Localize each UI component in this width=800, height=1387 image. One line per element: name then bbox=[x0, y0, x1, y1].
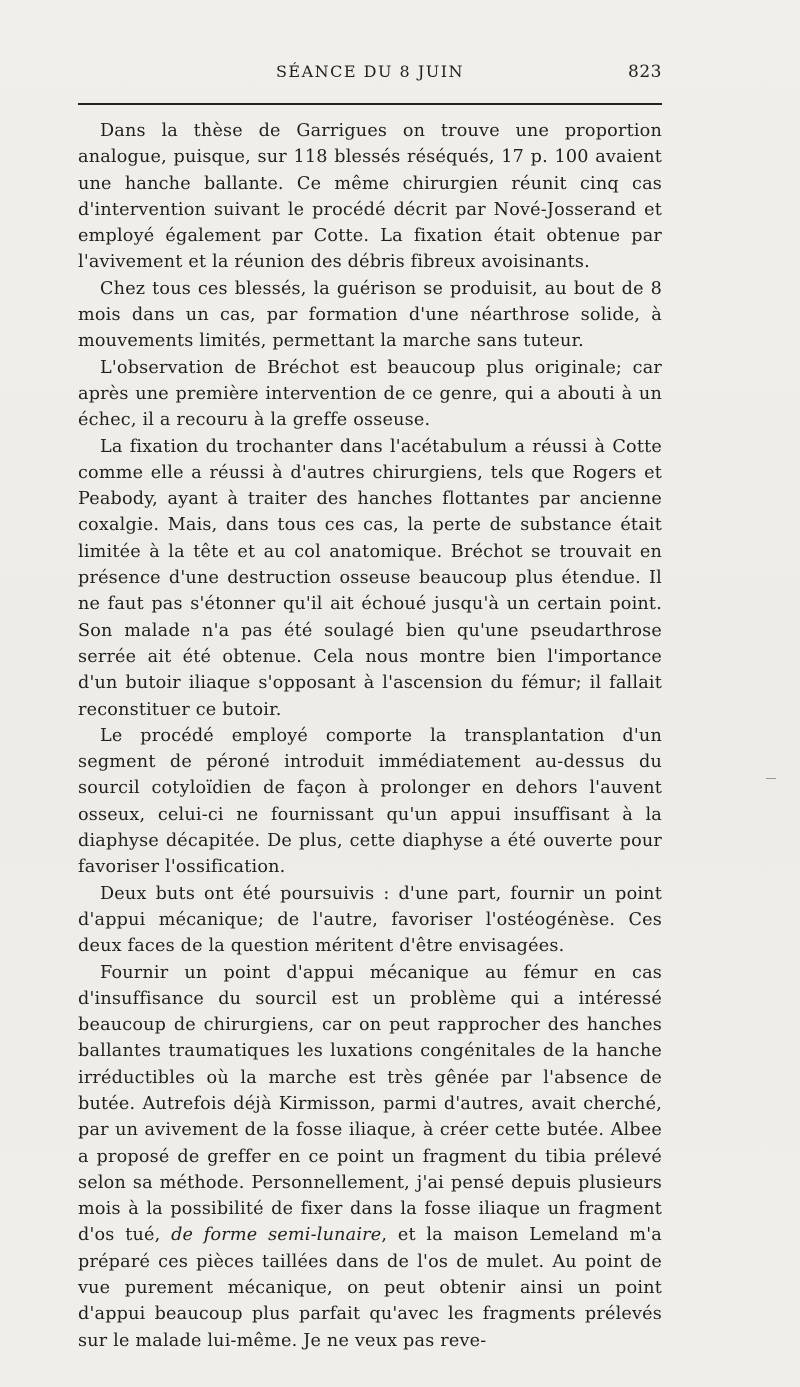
header-rule bbox=[78, 103, 662, 105]
paragraph-3: L'observation de Bréchot est beaucoup plus originale; car après une première intervention de ce genre, qui a abouti à un échec, il a recouru à la greffe osseuse. bbox=[78, 357, 662, 431]
margin-mark bbox=[766, 778, 776, 779]
running-head: SÉANCE DU 8 JUIN bbox=[275, 62, 465, 81]
body-text bbox=[78, 118, 662, 1354]
paragraph-1: Dans la thèse de Garrigues on trouve une proportion analogue, puisque, sur 118 blessés réséqués, 17 p. 100 avaient une hanche ballante. Ce même chirurgien réunit cinq cas d'intervention suivant le procédé décrit par Nové-Josserand et employé également par Cotte. La fixation était obtenue par l'avivement et la réunion des débris fibreux avoisinants. bbox=[78, 121, 662, 273]
paragraph-4: La fixation du trochanter dans l'acétabulum a réussi à Cotte comme elle a réussi à d'autres chirurgiens, tels que Rogers et Peabody, ayant à traiter des hanches flottantes par ancienne coxalgie. Mais, dans tous ces cas, la perte de substance était limitée à la tête et au col anatomique. Bréchot se trouvait en présence d'une destruction osseuse beaucoup plus étendue. Il ne faut pas s'étonner qu'il ait échoué jusqu'à un certain point. Son malade n'a pas été soulagé bien qu'une pseudarthrose serrée ait été obtenue. Cela nous montre bien l'importance d'un butoir iliaque s'opposant à l'ascension du fémur; il fallait reconstituer ce butoir. bbox=[78, 436, 662, 720]
paragraph-7-emphasis: de forme semi-lunaire bbox=[171, 1225, 382, 1246]
page-header bbox=[78, 62, 662, 88]
paragraph-7 bbox=[78, 960, 662, 1354]
paragraph-6: Deux buts ont été poursuivis : d'une part, fournir un point d'appui mécanique; de l'autre, favoriser l'ostéogénèse. Ces deux faces de la question méritent d'être envisagées. bbox=[78, 883, 662, 957]
page-number: 823 bbox=[628, 62, 662, 82]
paragraph-7-text-before: Fournir un point d'appui mécanique au fémur en cas d'insuffisance du sourcil est un problème qui a intéressé beaucoup de chirurgiens, car on peut rapprocher des hanches ballantes traumatiques les luxations congénitales de la hanche irréductibles où la marche est très gênée par l'absence de butée. Autrefois déjà Kirmisson, parmi d'autres, avait cherché, par un avivement de la fosse iliaque, à créer cette butée. Albee a proposé de greffer en ce point un fragment du tibia prélevé selon sa méthode. Personnellement, j'ai pensé depuis plusieurs mois à la possibilité de fixer dans la fosse iliaque un fragment d'os tué, bbox=[78, 962, 662, 1246]
paragraph-7-text-after: , et la maison Lemeland m'a préparé ces pièces taillées dans de l'os de mulet. Au point de vue purement mécanique, on peut obtenir ainsi un point d'appui beaucoup plus parfait qu'avec les fragments prélevés sur le malade lui-même. Je ne veux pas reve- bbox=[78, 1225, 662, 1351]
paragraph-5: Le procédé employé comporte la transplantation d'un segment de péroné introduit immédiatement au-dessus du sourcil cotyloïdien de façon à prolonger en dehors l'auvent osseux, celui-ci ne fournissant qu'un appui insuffisant à la diaphyse décapitée. De plus, cette diaphyse a été ouverte pour favoriser l'ossification. bbox=[78, 725, 662, 878]
paragraph-2: Chez tous ces blessés, la guérison se produisit, au bout de 8 mois dans un cas, par formation d'une néarthrose solide, à mouvements limités, permettant la marche sans tuteur. bbox=[78, 278, 662, 352]
